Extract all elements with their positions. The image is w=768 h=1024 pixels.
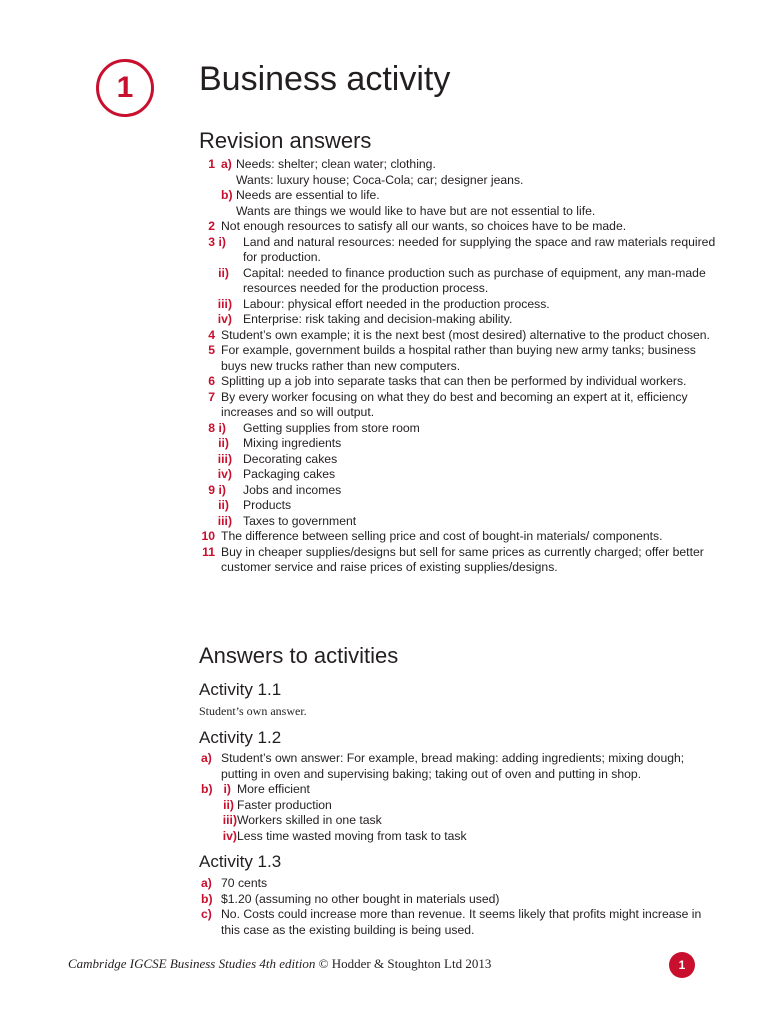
copyright-notice: © Hodder & Stoughton Ltd 2013 (315, 956, 492, 971)
answer-8-ii (214, 436, 716, 452)
answer-text: Mixing ingredients (243, 436, 342, 450)
page-title: Business activity (199, 60, 451, 98)
part-label: i) (223, 782, 231, 796)
part-label: iv) (217, 467, 232, 481)
answer-text: Land and natural resources: needed for supplying the space and raw materials required for production. (243, 234, 716, 264)
answer-10 (196, 529, 716, 545)
answer-number: 1 (208, 157, 215, 171)
answer-text: Student’s own answer: For example, bread making: adding ingredients; mixing dough; putting in oven and supervising baking; taking out of oven and putting in shop. (221, 751, 685, 781)
answer-text: Decorating cakes (243, 451, 338, 466)
part-label: a) (221, 157, 232, 171)
activity-1-1-heading: Activity 1.1 (199, 680, 282, 699)
part-label: iv) (217, 312, 232, 326)
part-label: iii) (222, 813, 237, 827)
answer-text: Needs are essential to life. (236, 188, 380, 202)
answer-7 (196, 390, 716, 421)
answer-1 (196, 157, 716, 219)
part-label: i) (218, 234, 226, 249)
answer-text: Buy in cheaper supplies/designs but sell for same prices as currently charged; offer better customer service and raise prices of existing supplies/designs. (221, 544, 704, 574)
chapter-number-badge: 1 (96, 59, 154, 117)
answer-text: Workers skilled in one task (237, 813, 382, 827)
part-label: iii) (217, 296, 232, 311)
answer-number: 3 (208, 234, 215, 249)
answer-text: For example, government builds a hospital rather than buying new army tanks; business buys new trucks rather than new computers. (221, 343, 696, 373)
answer-text: $1.20 (assuming no other bought in materials used) (221, 891, 500, 906)
answers-to-activities-heading: Answers to activities (199, 643, 399, 668)
answer-9-i (214, 483, 716, 499)
answer-number: 6 (208, 374, 215, 388)
answer-text: Taxes to government (243, 513, 357, 528)
answer-number: 8 (208, 420, 215, 435)
answer-9-iii (214, 514, 716, 530)
answer-text: Wants: luxury house; Coca-Cola; car; designer jeans. (236, 172, 524, 187)
answer-8-i (214, 421, 716, 437)
answer-number: 4 (208, 327, 215, 342)
activity-1-3-heading: Activity 1.3 (199, 852, 282, 871)
activity-1-2-heading: Activity 1.2 (199, 728, 282, 747)
answer-6 (196, 374, 716, 390)
answer-text: The difference between selling price and cost of bought-in materials/ components. (221, 529, 663, 543)
answer-text: Less time wasted moving from task to task (237, 828, 467, 843)
answer-text: Capital: needed to finance production such as purchase of equipment, any man-made resources needed for the production process. (243, 265, 706, 295)
answer-text: Packaging cakes (243, 467, 336, 481)
answer-text: More efficient (237, 782, 310, 796)
part-label: a) (201, 751, 212, 765)
answer-number: 9 (208, 482, 215, 497)
answer-text: Enterprise: risk taking and decision-making ability. (243, 312, 513, 326)
part-label: b) (221, 188, 233, 202)
book-title: Cambridge IGCSE Business Studies 4th edition (68, 956, 316, 971)
part-label: b) (201, 782, 213, 796)
part-label: i) (218, 482, 226, 497)
activity-1-3-c (201, 907, 721, 938)
answer-3-i (214, 235, 716, 266)
answer-text: No. Costs could increase more than revenue. It seems likely that profits might increase in this case as the existing building is being used. (221, 907, 702, 937)
answer-5 (196, 343, 716, 374)
answer-text: Products (243, 498, 292, 512)
revision-answers-heading: Revision answers (199, 128, 372, 153)
part-label: ii) (218, 265, 229, 280)
answer-text: Getting supplies from store room (243, 420, 420, 435)
part-label: iv) (222, 828, 237, 843)
part-label: i) (218, 420, 226, 435)
answer-text: Needs: shelter; clean water; clothing. (236, 157, 436, 171)
activity-1-2-b (201, 782, 721, 844)
answer-text: Labour: physical effort needed in the production process. (243, 296, 550, 311)
page-number-badge: 1 (669, 952, 695, 978)
activity-1-2-b-iv (219, 829, 721, 845)
answer-3 (196, 235, 716, 328)
part-label: iii) (217, 513, 232, 528)
answer-11 (196, 545, 716, 576)
activity-1-1-answer: Student’s own answer. (199, 704, 307, 718)
activity-1-2-answers (201, 751, 721, 844)
part-label: ii) (218, 436, 229, 450)
part-label: a) (201, 876, 212, 890)
answer-number: 2 (208, 219, 215, 233)
answer-9 (196, 483, 716, 530)
revision-answer-list (196, 157, 716, 576)
page-footer (68, 956, 491, 972)
activity-1-2-b-i (219, 782, 721, 798)
answer-3-ii (214, 266, 716, 297)
answer-1b (221, 188, 716, 219)
answer-9-ii (214, 498, 716, 514)
answer-8 (196, 421, 716, 483)
part-label: c) (201, 907, 212, 921)
answer-text: By every worker focusing on what they do best and becoming an expert at it, efficiency increases and so will output. (221, 389, 688, 419)
answer-text: Splitting up a job into separate tasks that can then be performed by individual workers. (221, 374, 687, 388)
activity-1-3-a (201, 876, 721, 892)
activity-1-3-answers (201, 876, 721, 938)
answer-text: Faster production (237, 797, 332, 812)
part-label: iii) (217, 451, 232, 466)
answer-number: 7 (208, 389, 215, 404)
answer-text: Jobs and incomes (243, 482, 342, 497)
answer-2 (196, 219, 716, 235)
part-label: ii) (218, 498, 229, 512)
answer-1a (221, 157, 716, 188)
answer-text: Wants are things we would like to have but are not essential to life. (236, 203, 596, 218)
answer-text: 70 cents (221, 876, 268, 890)
answer-number: 5 (208, 343, 215, 357)
activity-1-2-b-ii (219, 798, 721, 814)
part-label: ii) (223, 797, 234, 812)
answer-number: 11 (202, 544, 215, 559)
answer-number: 10 (201, 529, 215, 543)
answer-3-iii (214, 297, 716, 313)
activity-1-2-a (201, 751, 721, 782)
answer-4 (196, 328, 716, 344)
part-label: b) (201, 891, 213, 906)
answer-text: Not enough resources to satisfy all our wants, so choices have to be made. (221, 219, 627, 233)
answer-3-iv (214, 312, 716, 328)
answer-8-iv (214, 467, 716, 483)
activity-1-3-b (201, 892, 721, 908)
answer-8-iii (214, 452, 716, 468)
answer-text: Student’s own example; it is the next best (most desired) alternative to the product chosen. (221, 327, 710, 342)
activity-1-2-b-iii (219, 813, 721, 829)
